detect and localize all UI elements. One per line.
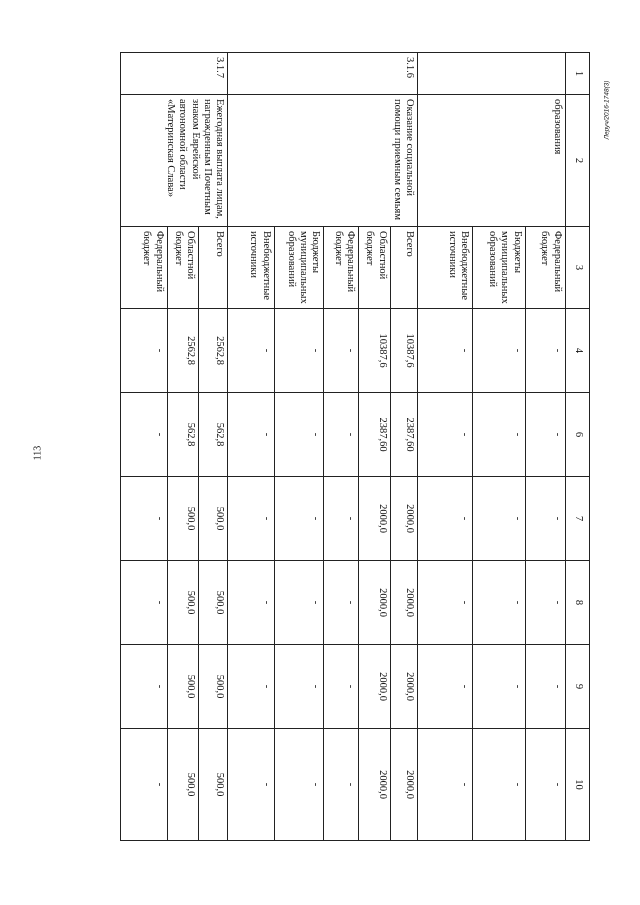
- value-cell: -: [121, 645, 168, 729]
- value-cell: -: [228, 645, 274, 729]
- value-cell: 2000,0: [359, 729, 390, 841]
- value-cell: -: [472, 561, 525, 645]
- value-cell: -: [324, 729, 359, 841]
- value-cell: -: [472, 645, 525, 729]
- column-header: 2: [565, 95, 589, 227]
- budget-table: [120, 52, 590, 841]
- header-row: [565, 53, 589, 841]
- item-name: Ежегодная выплата лицам, награжденным Почетным знаком Еврейской автономной области «Материнская Слава»: [121, 95, 228, 227]
- value-cell: -: [525, 645, 565, 729]
- value-cell: -: [418, 393, 473, 477]
- document-stamp: Леруч/2016-1748(3): [603, 80, 611, 140]
- value-cell: 500,0: [167, 645, 198, 729]
- value-cell: -: [324, 645, 359, 729]
- table-row: [198, 53, 228, 841]
- value-cell: 500,0: [198, 477, 228, 561]
- item-code: 3.1.7: [121, 53, 228, 95]
- value-cell: -: [472, 729, 525, 841]
- value-cell: -: [418, 309, 473, 393]
- value-cell: -: [418, 729, 473, 841]
- value-cell: 2562,8: [198, 309, 228, 393]
- value-cell: -: [525, 729, 565, 841]
- value-cell: 2000,0: [359, 645, 390, 729]
- value-cell: -: [525, 309, 565, 393]
- value-cell: -: [324, 309, 359, 393]
- value-cell: -: [228, 309, 274, 393]
- funding-source: Бюджеты муниципальных образований: [274, 227, 324, 309]
- item-code: [418, 53, 566, 95]
- funding-source: Всего: [390, 227, 417, 309]
- value-cell: 500,0: [198, 729, 228, 841]
- value-cell: 562,8: [167, 393, 198, 477]
- value-cell: -: [525, 393, 565, 477]
- value-cell: -: [274, 645, 324, 729]
- value-cell: -: [525, 561, 565, 645]
- funding-source: Всего: [198, 227, 228, 309]
- value-cell: -: [472, 309, 525, 393]
- column-header: 6: [565, 393, 589, 477]
- value-cell: -: [274, 729, 324, 841]
- column-header: 3: [565, 227, 589, 309]
- value-cell: -: [121, 729, 168, 841]
- value-cell: -: [228, 561, 274, 645]
- value-cell: 2387,60: [359, 393, 390, 477]
- item-name: Оказание социальной помощи приемным семьям: [228, 95, 418, 227]
- value-cell: -: [121, 477, 168, 561]
- value-cell: -: [472, 393, 525, 477]
- funding-source: Областной бюджет: [167, 227, 198, 309]
- funding-source: Федеральный бюджет: [324, 227, 359, 309]
- value-cell: -: [472, 477, 525, 561]
- column-header: 7: [565, 477, 589, 561]
- value-cell: -: [274, 393, 324, 477]
- value-cell: 500,0: [167, 477, 198, 561]
- value-cell: -: [274, 477, 324, 561]
- value-cell: 2000,0: [390, 477, 417, 561]
- item-code: 3.1.6: [228, 53, 418, 95]
- column-header: 8: [565, 561, 589, 645]
- table-body: [121, 53, 590, 841]
- value-cell: -: [121, 393, 168, 477]
- value-cell: 2387,60: [390, 393, 417, 477]
- funding-source: Федеральный бюджет: [525, 227, 565, 309]
- table-row: [390, 53, 417, 841]
- value-cell: -: [324, 393, 359, 477]
- value-cell: -: [274, 309, 324, 393]
- table-row: [525, 53, 565, 841]
- value-cell: 2000,0: [390, 561, 417, 645]
- value-cell: -: [418, 645, 473, 729]
- value-cell: -: [418, 477, 473, 561]
- value-cell: 500,0: [167, 729, 198, 841]
- value-cell: -: [228, 393, 274, 477]
- value-cell: 500,0: [198, 561, 228, 645]
- value-cell: -: [324, 561, 359, 645]
- value-cell: 2000,0: [390, 645, 417, 729]
- funding-source: Федеральный бюджет: [121, 227, 168, 309]
- value-cell: 500,0: [167, 561, 198, 645]
- value-cell: -: [121, 309, 168, 393]
- value-cell: -: [324, 477, 359, 561]
- funding-source: Внебюджетные источники: [418, 227, 473, 309]
- value-cell: -: [525, 477, 565, 561]
- item-name: образования: [418, 95, 566, 227]
- rotated-table-container: [120, 52, 590, 840]
- value-cell: 2000,0: [359, 561, 390, 645]
- column-header: 10: [565, 729, 589, 841]
- value-cell: 2000,0: [359, 477, 390, 561]
- value-cell: 562,8: [198, 393, 228, 477]
- value-cell: -: [418, 561, 473, 645]
- value-cell: -: [274, 561, 324, 645]
- value-cell: 500,0: [198, 645, 228, 729]
- funding-source: Бюджеты муниципальных образований: [472, 227, 525, 309]
- value-cell: 2562,8: [167, 309, 198, 393]
- column-header: 4: [565, 309, 589, 393]
- value-cell: -: [228, 477, 274, 561]
- value-cell: -: [228, 729, 274, 841]
- value-cell: 2000,0: [390, 729, 417, 841]
- funding-source: Областной бюджет: [359, 227, 390, 309]
- column-header: 1: [565, 53, 589, 95]
- column-header: 9: [565, 645, 589, 729]
- funding-source: Внебюджетные источники: [228, 227, 274, 309]
- page-number: 113: [32, 445, 44, 461]
- value-cell: 10387,6: [359, 309, 390, 393]
- value-cell: 10387,6: [390, 309, 417, 393]
- value-cell: -: [121, 561, 168, 645]
